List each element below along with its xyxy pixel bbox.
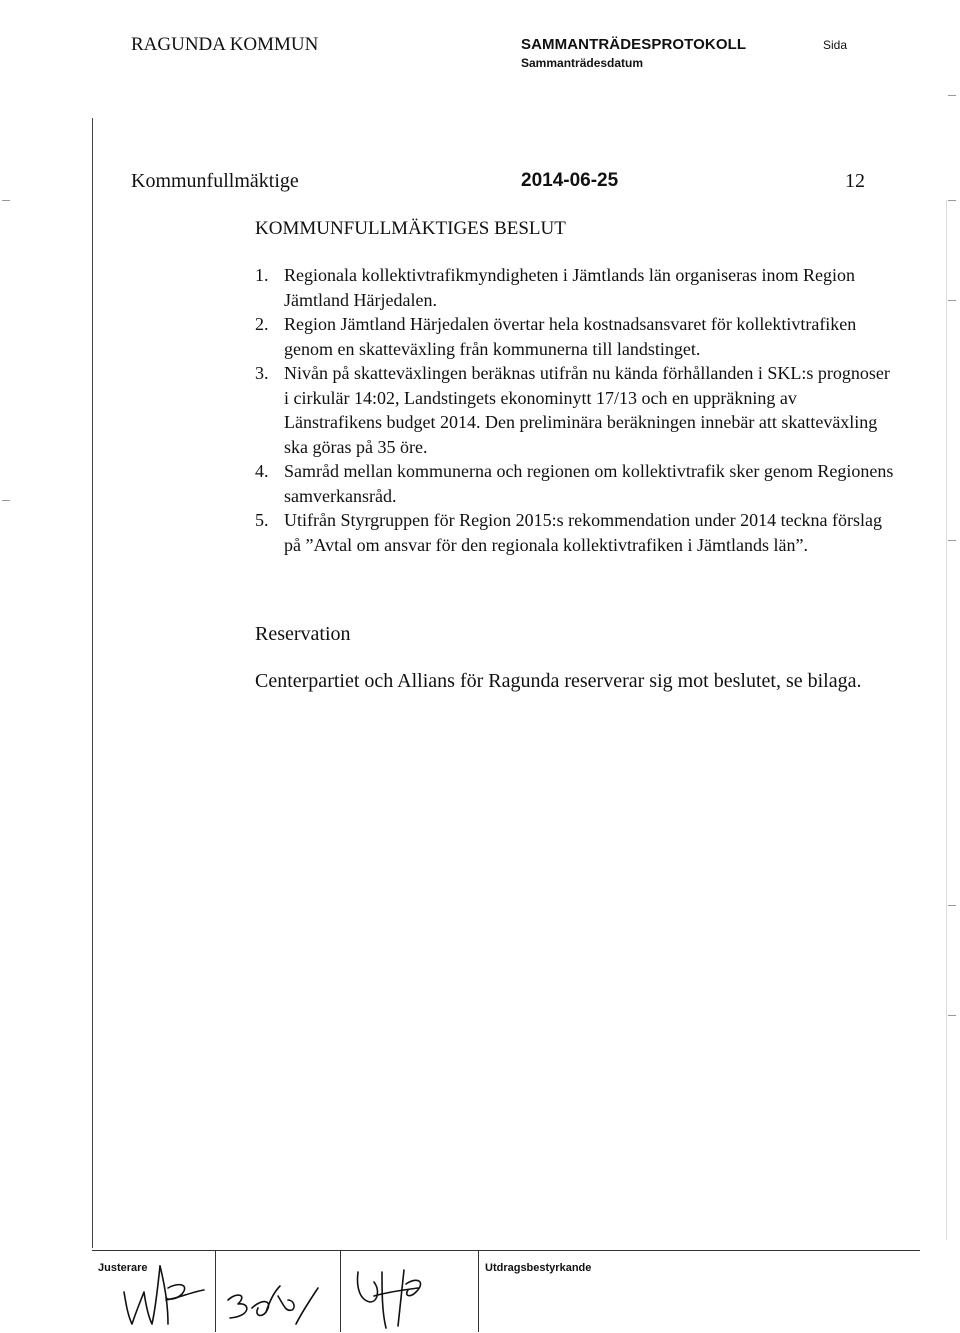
decision-item — [255, 361, 895, 459]
reservation-text: Centerpartiet och Allians för Ragunda reserverar sig mot beslutet, se bilaga. — [255, 670, 862, 692]
footer-rule — [92, 1250, 920, 1251]
scan-mark — [948, 1015, 956, 1016]
signature-initials-2 — [222, 1284, 322, 1328]
right-margin-rule — [946, 200, 947, 1240]
footer-divider — [215, 1250, 216, 1332]
decision-item — [255, 263, 895, 312]
decision-item-number: 5. — [255, 510, 269, 530]
decision-item-text: Samråd mellan kommunerna och regionen om kollektivtrafik sker genom Regionens samverkansråd. — [284, 461, 894, 506]
signature-initials-3 — [352, 1268, 432, 1332]
decision-item-text: Utifrån Styrgruppen för Region 2015:s rekommendation under 2014 teckna förslag på ”Avtal om ansvar för den regionala kollektivtrafiken i Jämtlands län”. — [284, 510, 883, 555]
signature-initials-1 — [118, 1262, 208, 1330]
protocol-title: SAMMANTRÄDESPROTOKOLL — [521, 36, 747, 53]
footer-divider — [478, 1250, 479, 1332]
decision-item-number: 2. — [255, 314, 269, 334]
left-margin-rule — [92, 118, 93, 1248]
decision-item-text: Regionala kollektivtrafikmyndigheten i Jämtlands län organiseras inom Region Jämtland Härjedalen. — [284, 265, 856, 310]
organization-name: RAGUNDA KOMMUN — [131, 34, 319, 55]
scan-mark — [948, 905, 956, 906]
meeting-date-label: Sammanträdesdatum — [521, 56, 644, 70]
decision-heading: KOMMUNFULLMÄKTIGES BESLUT — [255, 218, 566, 239]
scan-mark — [948, 95, 956, 96]
footer-divider — [340, 1250, 341, 1332]
decision-item-number: 4. — [255, 461, 269, 481]
scan-mark — [948, 300, 956, 301]
meeting-date: 2014-06-25 — [521, 170, 619, 191]
reservation-heading: Reservation — [255, 623, 351, 645]
justerare-label: Justerare — [98, 1262, 148, 1274]
decision-list — [255, 263, 895, 557]
scan-mark — [948, 540, 956, 541]
decision-item-number: 1. — [255, 265, 269, 285]
scan-mark — [2, 500, 10, 501]
decision-item-text: Nivån på skatteväxlingen beräknas utifrån nu kända förhållanden i SKL:s prognoser i cirkulär 14:02, Landstingets ekonominytt 17/13 och en uppräkning av Länstrafikens budget 2014. Den preliminära beräkningen innebär att skatteväxling ska göras på 35 öre. — [284, 363, 890, 457]
decision-item — [255, 312, 895, 361]
decision-item — [255, 508, 895, 557]
page-label: Sida — [823, 38, 848, 52]
scan-mark — [2, 200, 10, 201]
decision-item — [255, 459, 895, 508]
scan-mark — [948, 200, 956, 201]
meeting-body-name: Kommunfullmäktige — [131, 170, 299, 192]
decision-item-number: 3. — [255, 363, 269, 383]
utdragsbestyrkande-label: Utdragsbestyrkande — [485, 1262, 592, 1274]
page-number: 12 — [845, 170, 865, 192]
decision-item-text: Region Jämtland Härjedalen övertar hela kostnadsansvaret för kollektivtrafiken genom en skatteväxling från kommunerna till landstinget. — [284, 314, 857, 359]
